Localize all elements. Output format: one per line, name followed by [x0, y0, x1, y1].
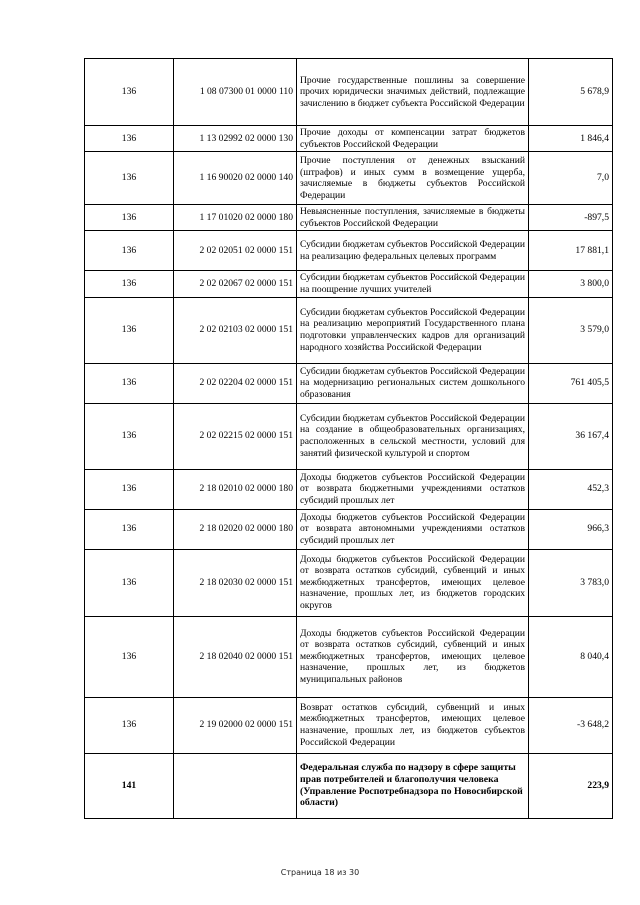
amount-cell: -3 648,2 [529, 697, 613, 753]
page-number: Страница 18 из 30 [280, 868, 360, 877]
revenue-code-cell: 2 02 02051 02 0000 151 [174, 231, 297, 271]
revenue-code-cell: 2 19 02000 02 0000 151 [174, 697, 297, 753]
admin-code-cell: 136 [85, 271, 174, 297]
table-row [85, 616, 613, 697]
admin-code-cell: 141 [85, 753, 174, 818]
admin-code-cell: 136 [85, 231, 174, 271]
amount-cell: 452,3 [529, 469, 613, 509]
amount-cell: 3 579,0 [529, 297, 613, 363]
table-row [85, 403, 613, 469]
revenue-code-cell: 2 18 02030 02 0000 151 [174, 549, 297, 616]
amount-cell: 17 881,1 [529, 231, 613, 271]
admin-code-cell: 136 [85, 697, 174, 753]
amount-cell: 3 800,0 [529, 271, 613, 297]
amount-cell: 36 167,4 [529, 403, 613, 469]
revenue-name-cell: Прочие государственные пошлины за совершение прочих юридически значимых действий, подлежащие зачислению в бюджет субъекта Российской Федерации [297, 59, 529, 126]
amount-cell: -897,5 [529, 205, 613, 231]
admin-code-cell: 136 [85, 616, 174, 697]
amount-cell: 8 040,4 [529, 616, 613, 697]
table-row [85, 697, 613, 753]
admin-code-cell: 136 [85, 549, 174, 616]
amount-cell: 5 678,9 [529, 59, 613, 126]
table-row [85, 549, 613, 616]
revenue-code-cell: 2 02 02103 02 0000 151 [174, 297, 297, 363]
amount-cell: 1 846,4 [529, 126, 613, 152]
revenue-name-cell: Доходы бюджетов субъектов Российской Федерации от возврата бюджетными учреждениями остатков субсидий прошлых лет [297, 469, 529, 509]
revenue-name-cell: Возврат остатков субсидий, субвенций и иных межбюджетных трансфертов, имеющих целевое назначение, прошлых лет, из бюджетов субъектов Российской Федерации [297, 697, 529, 753]
revenue-code-cell: 2 18 02020 02 0000 180 [174, 509, 297, 549]
revenue-code-cell: 2 02 02067 02 0000 151 [174, 271, 297, 297]
revenue-code-cell: 2 02 02215 02 0000 151 [174, 403, 297, 469]
revenue-name-cell: Субсидии бюджетам субъектов Российской Федерации на поощрение лучших учителей [297, 271, 529, 297]
revenue-code-cell: 1 13 02992 02 0000 130 [174, 126, 297, 152]
admin-code-cell: 136 [85, 403, 174, 469]
table-row [85, 297, 613, 363]
revenue-table [84, 58, 613, 819]
table-row [85, 271, 613, 297]
revenue-name-cell: Доходы бюджетов субъектов Российской Федерации от возврата остатков субсидий, субвенций и иных межбюджетных трансфертов, имеющих целевое назначение, прошлых лет, из бюджетов муниципальных районов [297, 616, 529, 697]
revenue-name-cell: Субсидии бюджетам субъектов Российской Федерации на реализацию мероприятий Государственного плана подготовки управленческих кадров для организаций народного хозяйства Российской Федерации [297, 297, 529, 363]
table-row [85, 59, 613, 126]
revenue-name-cell: Прочие поступления от денежных взысканий (штрафов) и иных сумм в возмещение ущерба, зачисляемые в бюджеты субъектов Российской Федерации [297, 152, 529, 205]
amount-cell: 3 783,0 [529, 549, 613, 616]
table-row [85, 152, 613, 205]
table-row [85, 126, 613, 152]
table-row [85, 231, 613, 271]
admin-code-cell: 136 [85, 509, 174, 549]
admin-code-cell: 136 [85, 152, 174, 205]
admin-code-cell: 136 [85, 363, 174, 403]
revenue-name-cell: Доходы бюджетов субъектов Российской Федерации от возврата остатков субсидий, субвенций и иных межбюджетных трансфертов, имеющих целевое назначение, прошлых лет, из бюджетов городских округов [297, 549, 529, 616]
revenue-code-cell: 2 18 02040 02 0000 151 [174, 616, 297, 697]
admin-code-cell: 136 [85, 59, 174, 126]
table-row [85, 469, 613, 509]
revenue-code-cell: 1 16 90020 02 0000 140 [174, 152, 297, 205]
agency-name-cell: Федеральная служба по надзору в сфере защиты прав потребителей и благополучия человека (Управление Роспотребнадзора по Новосибирской области) [297, 753, 529, 818]
admin-code-cell: 136 [85, 469, 174, 509]
revenue-code-cell: 1 08 07300 01 0000 110 [174, 59, 297, 126]
table-row [85, 509, 613, 549]
amount-cell: 966,3 [529, 509, 613, 549]
revenue-name-cell: Невыясненные поступления, зачисляемые в бюджеты субъектов Российской Федерации [297, 205, 529, 231]
admin-code-cell: 136 [85, 126, 174, 152]
table-row-agency [85, 753, 613, 818]
admin-code-cell: 136 [85, 297, 174, 363]
revenue-code-cell [174, 753, 297, 818]
revenue-name-cell: Доходы бюджетов субъектов Российской Федерации от возврата автономными учреждениями остатков субсидий прошлых лет [297, 509, 529, 549]
revenue-name-cell: Субсидии бюджетам субъектов Российской Федерации на реализацию федеральных целевых программ [297, 231, 529, 271]
revenue-name-cell: Субсидии бюджетам субъектов Российской Федерации на модернизацию региональных систем дошкольного образования [297, 363, 529, 403]
revenue-code-cell: 2 18 02010 02 0000 180 [174, 469, 297, 509]
table-row [85, 363, 613, 403]
amount-cell: 223,9 [529, 753, 613, 818]
revenue-code-cell: 1 17 01020 02 0000 180 [174, 205, 297, 231]
table-row [85, 205, 613, 231]
revenue-name-cell: Субсидии бюджетам субъектов Российской Федерации на создание в общеобразовательных организациях, расположенных в сельской местности, условий для занятий физической культурой и спортом [297, 403, 529, 469]
admin-code-cell: 136 [85, 205, 174, 231]
revenue-name-cell: Прочие доходы от компенсации затрат бюджетов субъектов Российской Федерации [297, 126, 529, 152]
amount-cell: 7,0 [529, 152, 613, 205]
amount-cell: 761 405,5 [529, 363, 613, 403]
revenue-code-cell: 2 02 02204 02 0000 151 [174, 363, 297, 403]
